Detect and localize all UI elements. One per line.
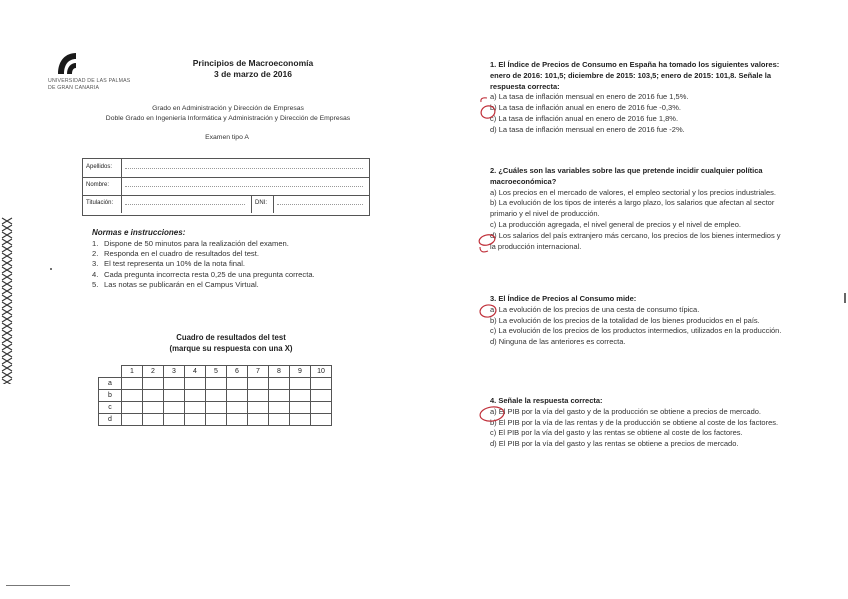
info-separator (121, 195, 122, 213)
answer-cell[interactable] (227, 402, 248, 414)
answer-option-c: c) El PIB por la vía del gasto y las rentas se obtiene al coste de los factores. (490, 428, 743, 438)
answer-cell[interactable] (290, 390, 311, 402)
instruction-item (92, 270, 362, 280)
university-name (48, 78, 130, 91)
grid-column-header: 10 (311, 366, 332, 378)
footer-line (6, 585, 70, 586)
instruction-text: Las notas se publicarán en el Campus Virtual. (104, 279, 259, 289)
dni-field[interactable] (277, 204, 363, 205)
answer-cell[interactable] (206, 414, 227, 426)
answer-cell[interactable] (122, 402, 143, 414)
question-title: 1. El Índice de Precios de Consumo en España ha tomado los siguientes valores: enero de 2016: 101,5; diciembre de 2015: 103,5; enero de 2015: 101,8. Señale la respuesta correcta: (490, 60, 780, 91)
answer-option-a: a) La tasa de inflación mensual en enero de 2016 fue 1,5%. (490, 92, 689, 102)
instruction-number: 4. (92, 269, 99, 279)
answer-option-b: b) La evolución de los tipos de interés a largo plazo, los salarios que afectan al sector primario y el nivel de producción. (490, 198, 775, 219)
answer-cell[interactable] (185, 390, 206, 402)
instructions-list (92, 239, 362, 290)
answer-option-d: d) El PIB por la vía del gasto y las rentas se obtiene a precios de mercado. (490, 439, 739, 449)
instruction-text: Dispone de 50 minutos para la realización del examen. (104, 239, 289, 248)
instruction-number: 1. (92, 239, 99, 248)
info-separator (273, 195, 274, 213)
grid-column-header: 5 (206, 366, 227, 378)
instruction-item (92, 259, 362, 269)
answer-option-c: c) La evolución de los precios de los productos intermedios, utilizados en la producción. (490, 326, 782, 336)
info-separator (121, 159, 122, 177)
grid-column-header: 3 (164, 366, 185, 378)
instruction-text: Responda en el cuadro de resultados del test. (104, 249, 259, 259)
answer-cell[interactable] (311, 378, 332, 390)
answer-cell[interactable] (290, 402, 311, 414)
grid-column-header: 4 (185, 366, 206, 378)
question-title: 3. El Índice de Precios al Consumo mide: (490, 294, 637, 303)
grid-header-row (99, 366, 332, 378)
answer-option-c: c) La producción agregada, el nivel general de precios y el nivel de empleo. (490, 219, 741, 229)
answer-cell[interactable] (185, 378, 206, 390)
exam-type: Examen tipo A (205, 134, 249, 141)
question-title: 2. ¿Cuáles son las variables sobre las que pretende incidir cualquier política macroeconómica? (490, 166, 763, 186)
grid-corner (99, 366, 122, 378)
answer-option-b: b) La tasa de inflación anual en enero de 2016 fue -0,3%. (490, 103, 681, 113)
info-separator (251, 195, 252, 213)
grid-column-header: 9 (290, 366, 311, 378)
answer-cell[interactable] (143, 390, 164, 402)
answer-cell[interactable] (122, 390, 143, 402)
grid-column-header: 7 (248, 366, 269, 378)
answer-cell[interactable] (164, 390, 185, 402)
nombre-label: Nombre: (86, 182, 110, 188)
answer-option-b: b) El PIB por la vía de las rentas y de la producción se obtiene al coste de los factores. (490, 417, 779, 427)
answer-option-a: a) Los precios en el mercado de valores, el empleo sectorial y los precios industriales. (490, 187, 776, 197)
grid-column-header: 6 (227, 366, 248, 378)
answer-cell[interactable] (248, 390, 269, 402)
answer-option-b: b) La evolución de los precios de la totalidad de los bienes producidos en el país. (490, 315, 760, 325)
answer-option-d: d) Ninguna de las anteriores es correcta. (490, 337, 626, 347)
question-3 (490, 294, 782, 348)
question-title: 4. Señale la respuesta correcta: (490, 396, 603, 405)
titulacion-field[interactable] (125, 204, 245, 205)
grid-row (99, 402, 332, 414)
answer-cell[interactable] (311, 390, 332, 402)
answer-cell[interactable] (227, 390, 248, 402)
answer-cell[interactable] (122, 414, 143, 426)
answer-cell[interactable] (143, 378, 164, 390)
nombre-field[interactable] (125, 186, 363, 187)
answer-option-d: d) La tasa de inflación mensual en enero de 2016 fue -2%. (490, 124, 685, 134)
course-title: Principios de Macroeconomía (192, 58, 314, 68)
instructions-title: Normas e instrucciones: (92, 228, 186, 237)
info-separator (121, 177, 122, 195)
answer-cell[interactable] (269, 378, 290, 390)
answer-cell[interactable] (164, 402, 185, 414)
grid-row (99, 390, 332, 402)
info-row-titulacion (83, 195, 369, 213)
answer-cell[interactable] (248, 378, 269, 390)
question-4 (490, 396, 782, 450)
instruction-text: Cada pregunta incorrecta resta 0,25 de una pregunta correcta. (104, 269, 315, 279)
answer-cell[interactable] (122, 378, 143, 390)
answer-cell[interactable] (206, 402, 227, 414)
instruction-text: El test representa un 10% de la nota final. (104, 259, 245, 269)
answer-cell[interactable] (227, 378, 248, 390)
answer-cell[interactable] (164, 378, 185, 390)
instruction-number: 5. (92, 279, 99, 289)
grid-row-label: d (99, 414, 122, 426)
degree-programs (82, 104, 374, 124)
answer-cell[interactable] (164, 414, 185, 426)
student-info-box (82, 158, 370, 216)
answer-cell[interactable] (269, 402, 290, 414)
answer-option-a: a) El PIB por la vía del gasto y de la producción se obtiene a precios de mercado. (490, 406, 761, 416)
answer-option-a: a) La evolución de los precios de una cesta de consumo típica. (490, 304, 700, 314)
apellidos-field[interactable] (125, 168, 363, 169)
answer-cell[interactable] (227, 414, 248, 426)
apellidos-label: Apellidos: (86, 164, 113, 170)
info-row-nombre (83, 177, 369, 196)
answer-cell[interactable] (311, 414, 332, 426)
grid-row-label: c (99, 402, 122, 414)
answer-cell[interactable] (269, 390, 290, 402)
answer-cell[interactable] (290, 378, 311, 390)
grid-row (99, 378, 332, 390)
answer-cell[interactable] (248, 402, 269, 414)
results-title (120, 332, 342, 354)
exam-date: 3 de marzo de 2016 (214, 69, 292, 79)
results-title-line2: (marque su respuesta con una X) (169, 344, 293, 353)
binding-marks (0, 216, 14, 384)
results-title-line1: Cuadro de resultados del test (176, 333, 286, 342)
instruction-number: 3. (92, 259, 99, 269)
instruction-item (92, 239, 362, 249)
answer-cell[interactable] (185, 414, 206, 426)
answer-cell[interactable] (206, 378, 227, 390)
university-logo-icon (54, 50, 82, 76)
answer-cell[interactable] (311, 402, 332, 414)
university-name-line2: DE GRAN CANARIA (48, 84, 100, 91)
question-1 (490, 60, 782, 136)
instruction-item (92, 280, 362, 290)
answer-cell[interactable] (269, 414, 290, 426)
grid-row (99, 414, 332, 426)
dni-label: DNI: (255, 200, 267, 206)
answer-cell[interactable] (206, 390, 227, 402)
grid-row-label: a (99, 378, 122, 390)
info-row-apellidos (83, 159, 369, 178)
edge-mark (844, 293, 846, 303)
degree-line-1: Grado en Administración y Dirección de Empresas (152, 105, 304, 112)
answer-option-d: d) Los salarios del país extranjero más cercano, los precios de los bienes intermedios y la producción internacional. (490, 230, 781, 251)
answer-option-c: c) La tasa de inflación anual en enero de 2016 fue 1,8%. (490, 113, 679, 123)
question-2 (490, 166, 782, 252)
exam-header (150, 58, 356, 80)
university-name-line1: UNIVERSIDAD DE LAS PALMAS (48, 78, 131, 84)
answer-cell[interactable] (248, 414, 269, 426)
grid-column-header: 8 (269, 366, 290, 378)
grid-column-header: 2 (143, 366, 164, 378)
answer-cell[interactable] (143, 402, 164, 414)
results-grid (98, 365, 332, 426)
grid-row-label: b (99, 390, 122, 402)
answer-cell[interactable] (143, 414, 164, 426)
instruction-item (92, 249, 362, 259)
instruction-number: 2. (92, 249, 99, 259)
degree-line-2: Doble Grado en Ingeniería Informática y Administración y Dirección de Empresas (105, 115, 351, 122)
stray-dot (50, 268, 52, 270)
answer-cell[interactable] (185, 402, 206, 414)
titulacion-label: Titulación: (86, 200, 114, 206)
answer-cell[interactable] (290, 414, 311, 426)
grid-column-header: 1 (122, 366, 143, 378)
